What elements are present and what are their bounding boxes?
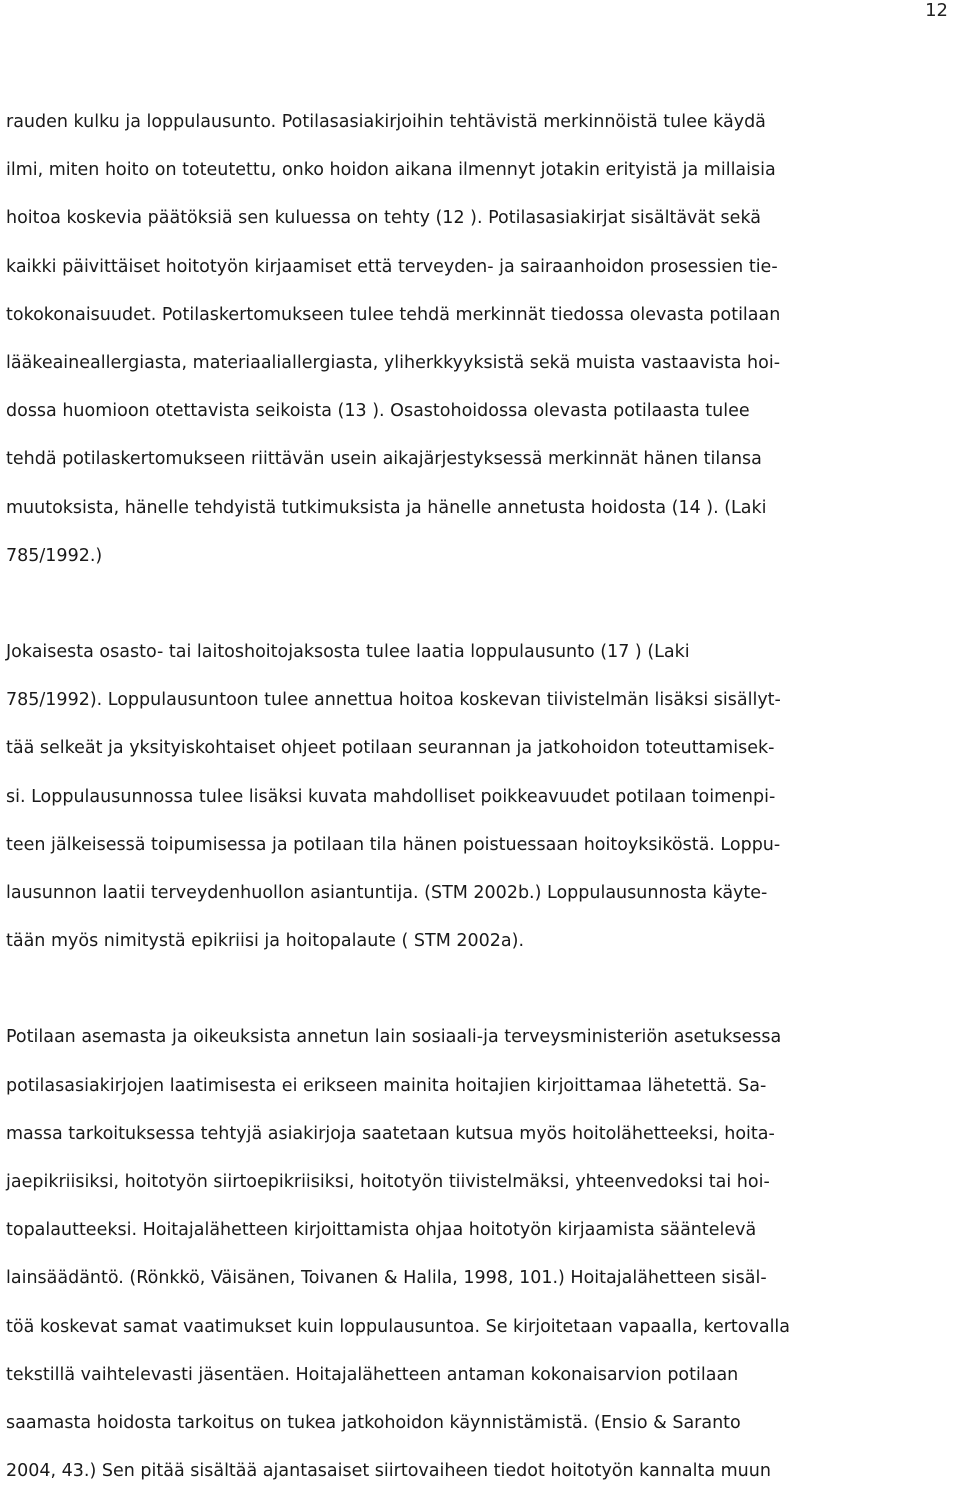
- text-line: tään myös nimitystä epikriisi ja hoitopalaute ( STM 2002a).: [6, 931, 525, 952]
- text-line: ilmi, miten hoito on toteutettu, onko hoidon aikana ilmennyt jotakin erityistä ja millaisia: [6, 160, 776, 181]
- text-line: hoitoa koskevia päätöksiä sen kuluessa on tehty (12 ). Potilasasiakirjat sisältävät sekä: [6, 208, 761, 229]
- text-line: töä koskevat samat vaatimukset kuin loppulausuntoa. Se kirjoitetaan vapaalla, kertovalla: [6, 1316, 791, 1337]
- text-line: massa tarkoituksessa tehtyjä asiakirjoja saatetaan kutsua myös hoitolähetteeksi, hoita-: [6, 1123, 775, 1144]
- text-line: lausunnon laatii terveydenhuollon asiantuntija. (STM 2002b.) Loppulausunnosta käyte-: [6, 883, 768, 904]
- text-line: lääkeaineallergiasta, materiaaliallergiasta, yliherkkyyksistä sekä muista vastaavista hoi-: [6, 353, 781, 374]
- text-line: 785/1992). Loppulausuntoon tulee annettua hoitoa koskevan tiivistelmän lisäksi sisällyt-: [6, 690, 781, 711]
- text-line: tää selkeät ja yksityiskohtaiset ohjeet potilaan seurannan ja jatkohoidon toteuttamisek-: [6, 738, 775, 759]
- text-line: 2004, 43.) Sen pitää sisältää ajantasaiset siirtovaiheen tiedot hoitotyön kannalta muun: [6, 1461, 771, 1482]
- text-line: topalautteeksi. Hoitajalähetteen kirjoittamista ohjaa hoitotyön kirjaamista sääntelevä: [6, 1220, 757, 1241]
- text-line: muutoksista, hänelle tehdyistä tutkimuksista ja hänelle annetusta hoidosta (14 ). (Laki: [6, 497, 767, 518]
- text-line: Potilaan asemasta ja oikeuksista annetun lain sosiaali-ja terveysministeriön asetuksessa: [6, 1027, 782, 1048]
- paragraph-gap: [6, 965, 954, 1013]
- text-line: si. Loppulausunnossa tulee lisäksi kuvata mahdolliset poikkeavuudet potilaan toimenpi-: [6, 786, 776, 807]
- paragraph-gap: [6, 580, 954, 628]
- text-line: 785/1992.): [6, 545, 103, 566]
- text-line: teen jälkeisessä toipumisessa ja potilaan tila hänen poistuessaan hoitoyksiköstä. Loppu-: [6, 834, 781, 855]
- paragraph-1: [6, 98, 954, 580]
- text-line: lainsäädäntö. (Rönkkö, Väisänen, Toivanen & Halila, 1998, 101.) Hoitajalähetteen sisäl-: [6, 1268, 767, 1289]
- text-line: saamasta hoidosta tarkoitus on tukea jatkohoidon käynnistämistä. (Ensio & Saranto: [6, 1413, 741, 1434]
- text-line: potilasasiakirjojen laatimisesta ei erikseen mainita hoitajien kirjoittamaa lähetettä. Sa-: [6, 1075, 767, 1096]
- text-line: tekstillä vaihtelevasti jäsentäen. Hoitajalähetteen antaman kokonaisarvion potilaan: [6, 1364, 739, 1385]
- document-body: [6, 98, 954, 1495]
- text-line: jaepikriisiksi, hoitotyön siirtoepikriisiksi, hoitotyön tiivistelmäksi, yhteenvedoksi tai hoi-: [6, 1172, 770, 1193]
- page-number: 12: [925, 0, 948, 21]
- text-line: rauden kulku ja loppulausunto. Potilasasiakirjoihin tehtävistä merkinnöistä tulee käydä: [6, 112, 766, 132]
- paragraph-3: [6, 1013, 954, 1495]
- paragraph-2: [6, 628, 954, 965]
- text-line: tehdä potilaskertomukseen riittävän usein aikajärjestyksessä merkinnät hänen tilansa: [6, 449, 762, 470]
- text-line: dossa huomioon otettavista seikoista (13 ). Osastohoidossa olevasta potilaasta tulee: [6, 401, 750, 422]
- text-line: tokokonaisuudet. Potilaskertomukseen tulee tehdä merkinnät tiedossa olevasta potilaan: [6, 304, 781, 325]
- text-line: Jokaisesta osasto- tai laitoshoitojaksosta tulee laatia loppulausunto (17 ) (Laki: [6, 642, 690, 663]
- text-line: kaikki päivittäiset hoitotyön kirjaamiset että terveyden- ja sairaanhoidon prosessien tie-: [6, 256, 778, 277]
